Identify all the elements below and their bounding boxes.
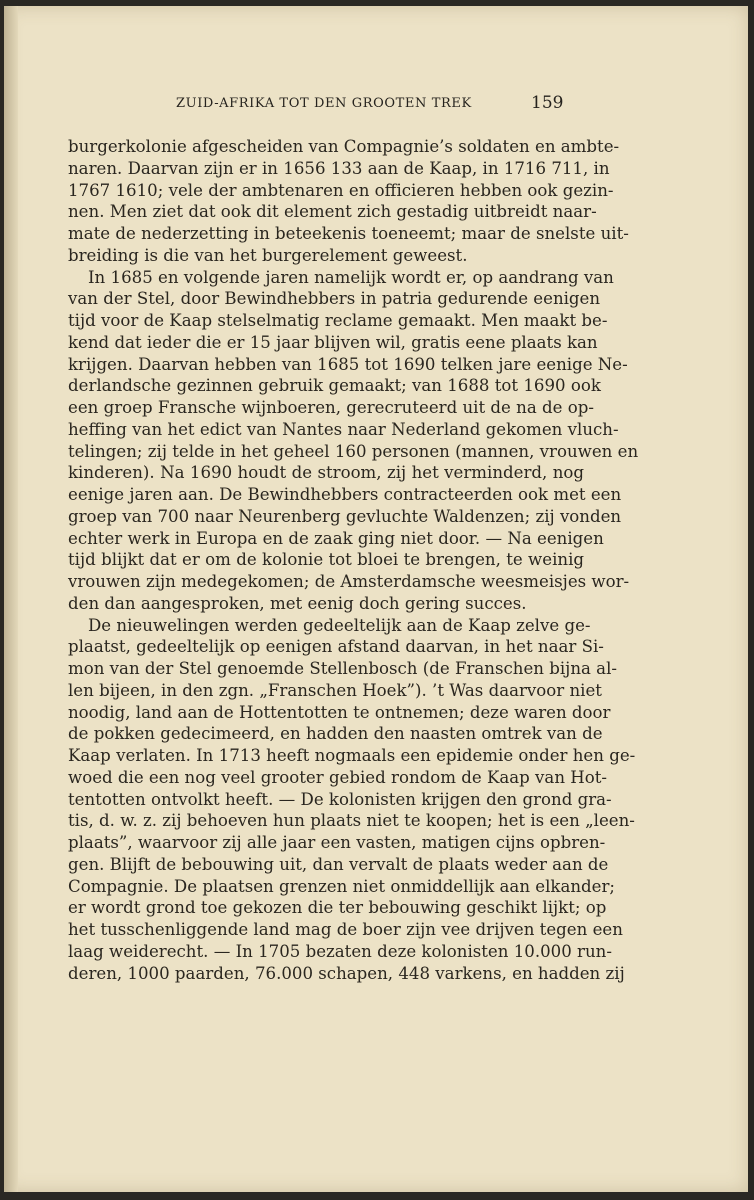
text-line: laag weiderecht. — In 1705 bezaten deze kolonisten 10.000 run-	[68, 941, 612, 961]
text-line: van der Stel, door Bewindhebbers in patria gedurende eenigen	[68, 289, 601, 309]
body-text	[68, 136, 639, 984]
page-spine-shadow	[4, 6, 18, 1192]
text-line: het tusschenliggende land mag de boer zijn vee drijven tegen een	[68, 920, 623, 939]
text-line: er wordt grond toe gekozen die ter bebouwing geschikt lijkt; op	[68, 898, 607, 918]
text-line: tentotten ontvolkt heeft. — De kolonisten krijgen den grond gra-	[68, 789, 612, 809]
page-number: 159	[531, 93, 564, 113]
text-line: noodig, land aan de Hottentotten te ontnemen; deze waren door	[68, 702, 611, 722]
text-line: kinderen). Na 1690 houdt de stroom, zij het verminderd, nog	[68, 463, 584, 483]
text-line: eenige jaren aan. De Bewindhebbers contracteerden ook met een	[68, 485, 622, 504]
paragraph	[68, 267, 639, 615]
text-line: nen. Men ziet dat ook dit element zich gestadig uitbreidt naar-	[68, 202, 597, 222]
text-line: tijd voor de Kaap stelselmatig reclame gemaakt. Men maakt be-	[68, 311, 608, 330]
text-line: plaats”, waarvoor zij alle jaar een vasten, matigen cijns opbren-	[68, 833, 606, 852]
text-line: derlandsche gezinnen gebruik gemaakt; van 1688 tot 1690 ook	[68, 376, 601, 396]
text-line: heffing van het edict van Nantes naar Nederland gekomen vluch-	[68, 419, 619, 439]
text-line: echter werk in Europa en de zaak ging niet door. — Na eenigen	[68, 528, 604, 548]
text-line: mate de nederzetting in beteekenis toeneemt; maar de snelste uit-	[68, 224, 629, 243]
text-line: woed die een nog veel grooter gebied rondom de Kaap van Hot-	[68, 767, 608, 787]
text-line: telingen; zij telde in het geheel 160 personen (mannen, vrouwen en	[68, 441, 639, 461]
text-line: len bijeen, in den zgn. „Franschen Hoek”). ’t Was daarvoor niet	[68, 680, 602, 700]
text-line: burgerkolonie afgescheiden van Compagnie’s soldaten en ambte-	[68, 137, 620, 156]
page-header	[0, 94, 754, 116]
text-line: een groep Fransche wijnboeren, gerecruteerd uit de na de op-	[68, 398, 594, 417]
text-line: Kaap verlaten. In 1713 heeft nogmaals een epidemie onder hen ge-	[68, 746, 636, 765]
paragraph	[68, 615, 636, 985]
running-head: ZUID-AFRIKA TOT DEN GROOTEN TREK	[176, 96, 472, 111]
text-line: krijgen. Daarvan hebben van 1685 tot 1690 telken jare eenige Ne-	[68, 354, 628, 374]
text-line: vrouwen zijn medegekomen; de Amsterdamsche weesmeisjes wor-	[68, 572, 630, 591]
text-line: groep van 700 naar Neurenberg gevluchte Waldenzen; zij vonden	[68, 506, 622, 526]
paragraph	[68, 136, 629, 267]
text-line: den dan aangesproken, met eenig doch gering succes.	[68, 593, 527, 613]
text-line: De nieuwelingen werden gedeeltelijk aan de Kaap zelve ge-	[88, 615, 591, 635]
text-line: naren. Daarvan zijn er in 1656 133 aan de Kaap, in 1716 711, in	[68, 158, 610, 178]
text-line: deren, 1000 paarden, 76.000 schapen, 448 varkens, en hadden zij	[68, 963, 625, 983]
text-line: gen. Blijft de bebouwing uit, dan vervalt de plaats weder aan de	[68, 854, 609, 874]
text-line: de pokken gedecimeerd, en hadden den naasten omtrek van de	[68, 724, 603, 744]
text-line: kend dat ieder die er 15 jaar blijven wil, gratis eene plaats kan	[68, 332, 598, 352]
text-line: Compagnie. De plaatsen grenzen niet onmiddellijk aan elkander;	[68, 876, 616, 896]
text-line: tis, d. w. z. zij behoeven hun plaats niet te koopen; het is een „leen-	[68, 811, 635, 831]
text-line: tijd blijkt dat er om de kolonie tot bloei te brengen, te weinig	[68, 550, 584, 570]
text-line: breiding is die van het burgerelement geweest.	[68, 245, 468, 265]
text-line: plaatst, gedeeltelijk op eenigen afstand daarvan, in het naar Si-	[68, 637, 604, 657]
text-line: mon van der Stel genoemde Stellenbosch (de Franschen bijna al-	[68, 659, 617, 678]
text-line: 1767 1610; vele der ambtenaren en officieren hebben ook gezin-	[68, 180, 614, 200]
text-line: In 1685 en volgende jaren namelijk wordt er, op aandrang van	[88, 267, 614, 287]
